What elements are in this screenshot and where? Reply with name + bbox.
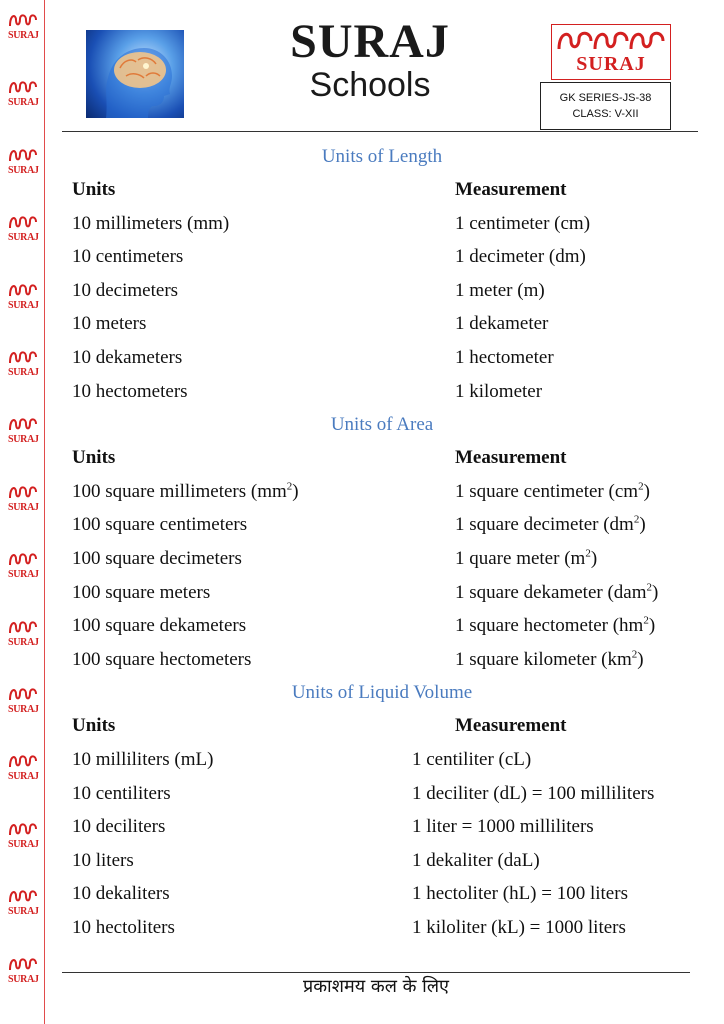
strip-logo — [8, 954, 38, 1000]
strip-logo-word: SURAJ — [8, 97, 39, 109]
strip-logo-word: SURAJ — [8, 232, 39, 244]
strip-logo-word: SURAJ — [8, 30, 39, 41]
table-row — [72, 375, 692, 409]
measurement-cell — [455, 207, 590, 241]
superscript: 2 — [286, 480, 293, 493]
table-row — [72, 508, 692, 542]
cell-text: 100 square meters — [72, 581, 211, 603]
wave-logo-icon — [8, 482, 38, 502]
strip-logo — [8, 212, 38, 258]
strip-logo-word: SURAJ — [8, 164, 39, 176]
strip-logo — [8, 280, 38, 326]
header-divider — [62, 131, 698, 132]
units-cell — [72, 810, 165, 844]
cell-text: Units — [72, 715, 116, 737]
units-cell — [72, 877, 170, 911]
cell-tail: ) — [639, 514, 646, 536]
series-box — [540, 82, 671, 130]
wave-logo-icon — [8, 684, 38, 704]
table-row — [72, 911, 692, 945]
units-cell — [72, 911, 175, 945]
strip-logo — [8, 549, 38, 595]
cell-text: 1 hectometer — [455, 346, 554, 368]
section-title: Units of Liquid Volume — [291, 682, 473, 704]
strip-logo-word: SURAJ — [8, 367, 39, 378]
strip-logo — [8, 414, 38, 460]
cell-text: 100 square decimeters — [72, 547, 242, 569]
cell-text: 1 kiloliter (kL) = 1000 liters — [412, 916, 626, 938]
measurement-cell — [412, 810, 594, 844]
footer-tagline: प्रकाशमय कल के लिए — [302, 976, 449, 997]
cell-text: Units — [72, 447, 116, 469]
wave-logo-icon — [8, 414, 38, 434]
measurement-cell — [455, 341, 554, 375]
units-cell — [72, 576, 210, 610]
cell-text: 1 square kilometer (km — [455, 648, 632, 670]
wave-logo-icon — [8, 280, 38, 300]
table-row — [72, 341, 692, 375]
strip-logo — [8, 10, 38, 56]
wave-logo-icon — [8, 347, 38, 367]
cell-text: 10 hectoliters — [72, 916, 175, 938]
units-header — [72, 173, 115, 207]
strip-logo — [8, 347, 38, 393]
cell-text: 10 milliliters (mL) — [72, 748, 214, 770]
units-cell — [72, 375, 188, 409]
strip-logo-word: SURAJ — [8, 704, 39, 715]
strip-logo-word: SURAJ — [8, 771, 39, 783]
wave-logo-icon — [8, 145, 38, 165]
cell-text: 1 hectoliter (hL) = 100 liters — [412, 883, 628, 905]
measurement-cell — [455, 508, 646, 542]
cell-text: 10 dekaliters — [72, 883, 170, 905]
measurement-cell — [455, 240, 586, 274]
table-row — [72, 542, 692, 576]
brain-head-icon — [86, 30, 184, 118]
table-row — [72, 777, 692, 811]
logo-word: SURAJ — [576, 53, 646, 75]
measurement-cell — [412, 877, 628, 911]
strip-logo-word: SURAJ — [8, 973, 39, 985]
units-header — [72, 709, 115, 743]
units-cell — [72, 777, 171, 811]
units-cell — [72, 307, 146, 341]
units-cell — [72, 240, 183, 274]
table-row — [72, 810, 692, 844]
cell-text: 1 square centimeter (cm — [455, 480, 639, 502]
cell-text: 1 square dekameter (dam — [455, 581, 647, 603]
measurement-header — [455, 173, 567, 207]
measurement-cell — [455, 542, 597, 576]
cell-tail: ) — [590, 547, 598, 569]
cell-text: 10 deciliters — [72, 816, 166, 838]
strip-logo — [8, 145, 38, 191]
strip-logo — [8, 886, 38, 932]
units-cell — [72, 207, 229, 241]
measurement-cell — [455, 274, 545, 308]
cell-text: 1 centimeter (cm) — [455, 212, 591, 234]
strip-logo-word: SURAJ — [8, 501, 39, 513]
cell-text: Measurement — [455, 715, 567, 737]
cell-text: 1 decimeter (dm) — [455, 246, 586, 268]
wave-logo-icon — [8, 617, 38, 637]
table-header-row — [72, 441, 692, 475]
table-row — [72, 844, 692, 878]
cell-text: 1 dekaliter (daL) — [412, 849, 540, 871]
cell-text: Measurement — [455, 179, 567, 200]
cell-text: 10 millimeters (mm) — [72, 212, 230, 234]
cell-text: 1 dekameter — [455, 313, 549, 335]
strip-logo-word: SURAJ — [8, 569, 39, 581]
measurement-header — [455, 709, 567, 743]
section-title: Units of Area — [330, 414, 434, 436]
strip-logo — [8, 77, 38, 123]
table-row — [72, 274, 692, 308]
table-row — [72, 475, 692, 509]
wave-logo-icon — [8, 819, 38, 839]
wave-logo-icon — [555, 27, 667, 53]
measurement-cell — [412, 777, 654, 811]
strip-logo — [8, 617, 38, 663]
units-cell — [72, 274, 178, 308]
cell-text: 1 liter = 1000 milliliters — [412, 816, 594, 838]
table-row — [72, 643, 692, 677]
table-row — [72, 307, 692, 341]
cell-text: 10 dekameters — [72, 346, 183, 368]
school-title: SURAJ — [290, 15, 450, 68]
units-cell — [72, 609, 246, 643]
cell-text: 1 deciliter (dL) = 100 milliliters — [412, 782, 655, 804]
measurement-cell — [412, 844, 540, 878]
table-header-row — [72, 173, 692, 207]
measurement-cell — [412, 911, 626, 945]
cell-text: 100 square hectometers — [72, 648, 252, 670]
wave-logo-icon — [8, 751, 38, 771]
wave-logo-icon — [8, 10, 38, 30]
cell-text: 1 centiliter (cL) — [412, 748, 532, 770]
superscript: 2 — [638, 480, 644, 493]
measurement-cell — [455, 609, 655, 643]
table-row — [72, 240, 692, 274]
cell-tail: ) — [648, 615, 656, 637]
cell-text: 1 meter (m) — [455, 279, 545, 301]
table-row — [72, 207, 692, 241]
school-subtitle: Schools — [309, 66, 431, 104]
units-cell — [72, 542, 242, 576]
superscript: 2 — [633, 514, 640, 527]
cell-tail: ) — [292, 480, 299, 502]
cell-text: 1 kilometer — [455, 380, 543, 402]
units-content — [72, 140, 692, 944]
wave-logo-icon — [8, 886, 38, 906]
cell-tail: ) — [643, 480, 650, 502]
cell-text: 10 liters — [72, 849, 134, 871]
superscript: 2 — [585, 547, 591, 560]
strip-logo — [8, 751, 38, 797]
cell-text: 10 meters — [72, 313, 147, 335]
class-range: CLASS: V-XII — [572, 108, 639, 120]
suraj-logo — [551, 24, 671, 80]
cell-text: Measurement — [455, 447, 567, 469]
measurement-cell — [455, 576, 658, 610]
table-row — [72, 576, 692, 610]
wave-logo-icon — [8, 954, 38, 974]
measurement-cell — [455, 375, 542, 409]
wave-logo-icon — [8, 77, 38, 97]
units-cell — [72, 508, 247, 542]
cell-text: 10 centiliters — [72, 782, 171, 804]
superscript: 2 — [631, 648, 638, 661]
units-cell — [72, 341, 182, 375]
wave-logo-icon — [8, 212, 38, 232]
strip-logo — [8, 819, 38, 865]
cell-text: 1 square hectometer (hm — [455, 615, 644, 637]
superscript: 2 — [646, 581, 652, 594]
cell-text: 100 square centimeters — [72, 514, 248, 536]
superscript: 2 — [643, 614, 649, 627]
brain-illustration — [86, 30, 184, 118]
table-header-row — [72, 709, 692, 743]
units-cell — [72, 844, 134, 878]
cell-text: 10 hectometers — [72, 380, 188, 402]
strip-logo-word: SURAJ — [8, 299, 39, 311]
measurement-cell — [412, 743, 531, 777]
cell-tail: ) — [652, 581, 659, 603]
strip-logo-word: SURAJ — [8, 434, 39, 446]
table-row — [72, 743, 692, 777]
measurement-cell — [455, 307, 548, 341]
series-code: GK SERIES-JS-38 — [559, 92, 652, 104]
cell-text: 100 square dekameters — [72, 615, 247, 637]
cell-text: Units — [72, 179, 116, 200]
units-header — [72, 441, 115, 475]
cell-text: 10 centimeters — [72, 246, 184, 268]
strip-logo-word: SURAJ — [8, 838, 39, 850]
wave-logo-icon — [8, 549, 38, 569]
units-cell — [72, 475, 299, 509]
cell-text: 10 decimeters — [72, 279, 179, 301]
cell-text: 1 square decimeter (dm — [455, 514, 634, 536]
cell-text: 100 square millimeters (mm — [72, 480, 287, 502]
units-cell — [72, 643, 251, 677]
left-border-line — [44, 0, 45, 1024]
cell-tail: ) — [637, 648, 644, 670]
strip-logo — [8, 684, 38, 730]
strip-logo-word: SURAJ — [8, 906, 39, 918]
units-cell — [72, 743, 213, 777]
strip-logo-word: SURAJ — [8, 636, 39, 648]
table-row — [72, 877, 692, 911]
measurement-cell — [455, 643, 644, 677]
strip-logo — [8, 482, 38, 528]
left-border-strip — [0, 0, 46, 1024]
measurement-header — [455, 441, 567, 475]
footer-divider — [62, 972, 690, 973]
table-row — [72, 609, 692, 643]
cell-text: 1 quare meter (m — [455, 547, 586, 569]
section-title: Units of Length — [321, 146, 443, 167]
measurement-cell — [455, 475, 650, 509]
